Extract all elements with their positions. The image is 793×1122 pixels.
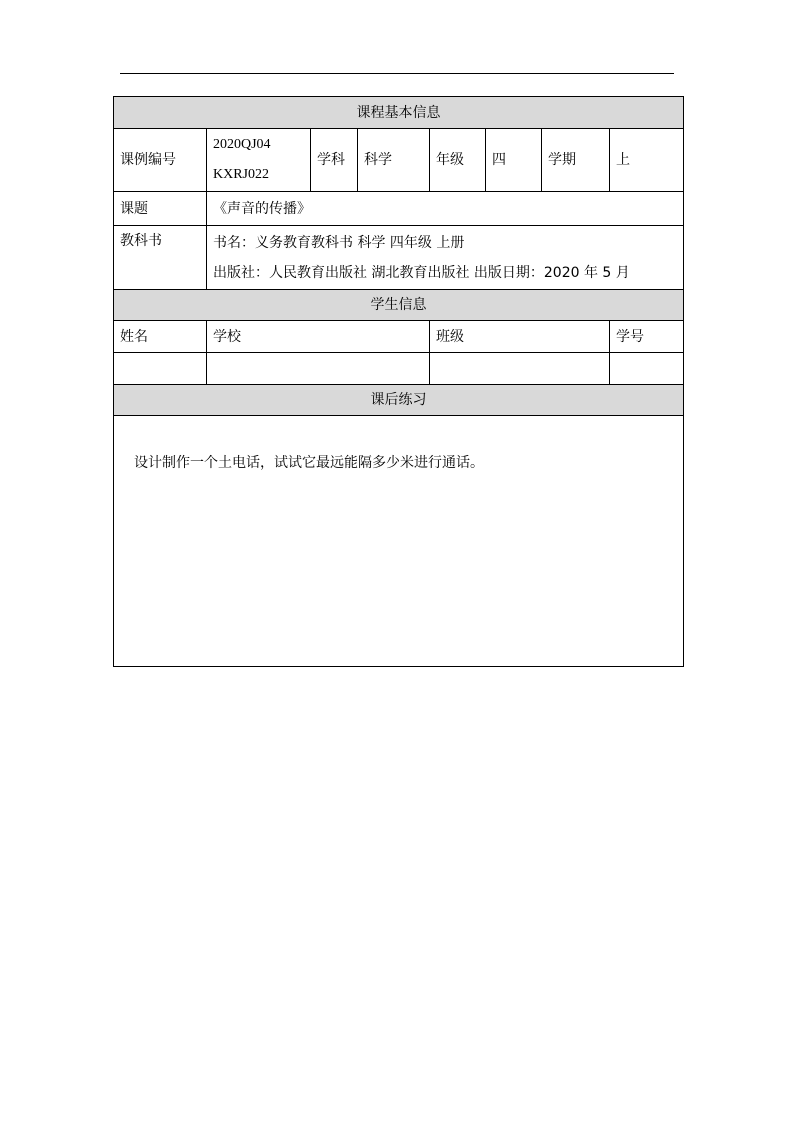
exercise-cell [114, 416, 684, 667]
header-rule [120, 73, 674, 74]
term-value: 上 [610, 129, 684, 192]
subject-value: 科学 [358, 129, 430, 192]
grade-value: 四 [486, 129, 542, 192]
exercise-text: 设计制作一个土电话，试试它最远能隔多少米进行通话。 [134, 455, 484, 471]
student-id-field[interactable] [610, 353, 684, 385]
textbook-publisher: 出版社：人民教育出版社 湖北教育出版社 出版日期：2020 年 5 月 [213, 264, 630, 281]
section-header-exercise: 课后练习 [114, 385, 684, 416]
student-school-label: 学校 [207, 321, 430, 353]
lesson-info-table [113, 96, 684, 667]
course-code-label: 课例编号 [114, 129, 207, 192]
student-class-field[interactable] [430, 353, 610, 385]
student-class-label: 班级 [430, 321, 610, 353]
term-label: 学期 [542, 129, 610, 192]
student-name-label: 姓名 [114, 321, 207, 353]
student-school-field[interactable] [207, 353, 430, 385]
section-header-student-info: 学生信息 [114, 290, 684, 321]
course-code-line1: 2020QJ04 [213, 137, 271, 152]
course-code-line2: KXRJ022 [213, 167, 270, 182]
topic-value: 《声音的传播》 [207, 192, 684, 226]
student-id-label: 学号 [610, 321, 684, 353]
subject-label: 学科 [311, 129, 358, 192]
course-code-value [207, 129, 311, 192]
student-name-field[interactable] [114, 353, 207, 385]
textbook-label: 教科书 [114, 226, 207, 290]
textbook-value [207, 226, 684, 290]
section-header-basic-info: 课程基本信息 [114, 97, 684, 129]
grade-label: 年级 [430, 129, 486, 192]
textbook-title: 书名：义务教育教科书 科学 四年级 上册 [213, 234, 465, 251]
topic-label: 课题 [114, 192, 207, 226]
